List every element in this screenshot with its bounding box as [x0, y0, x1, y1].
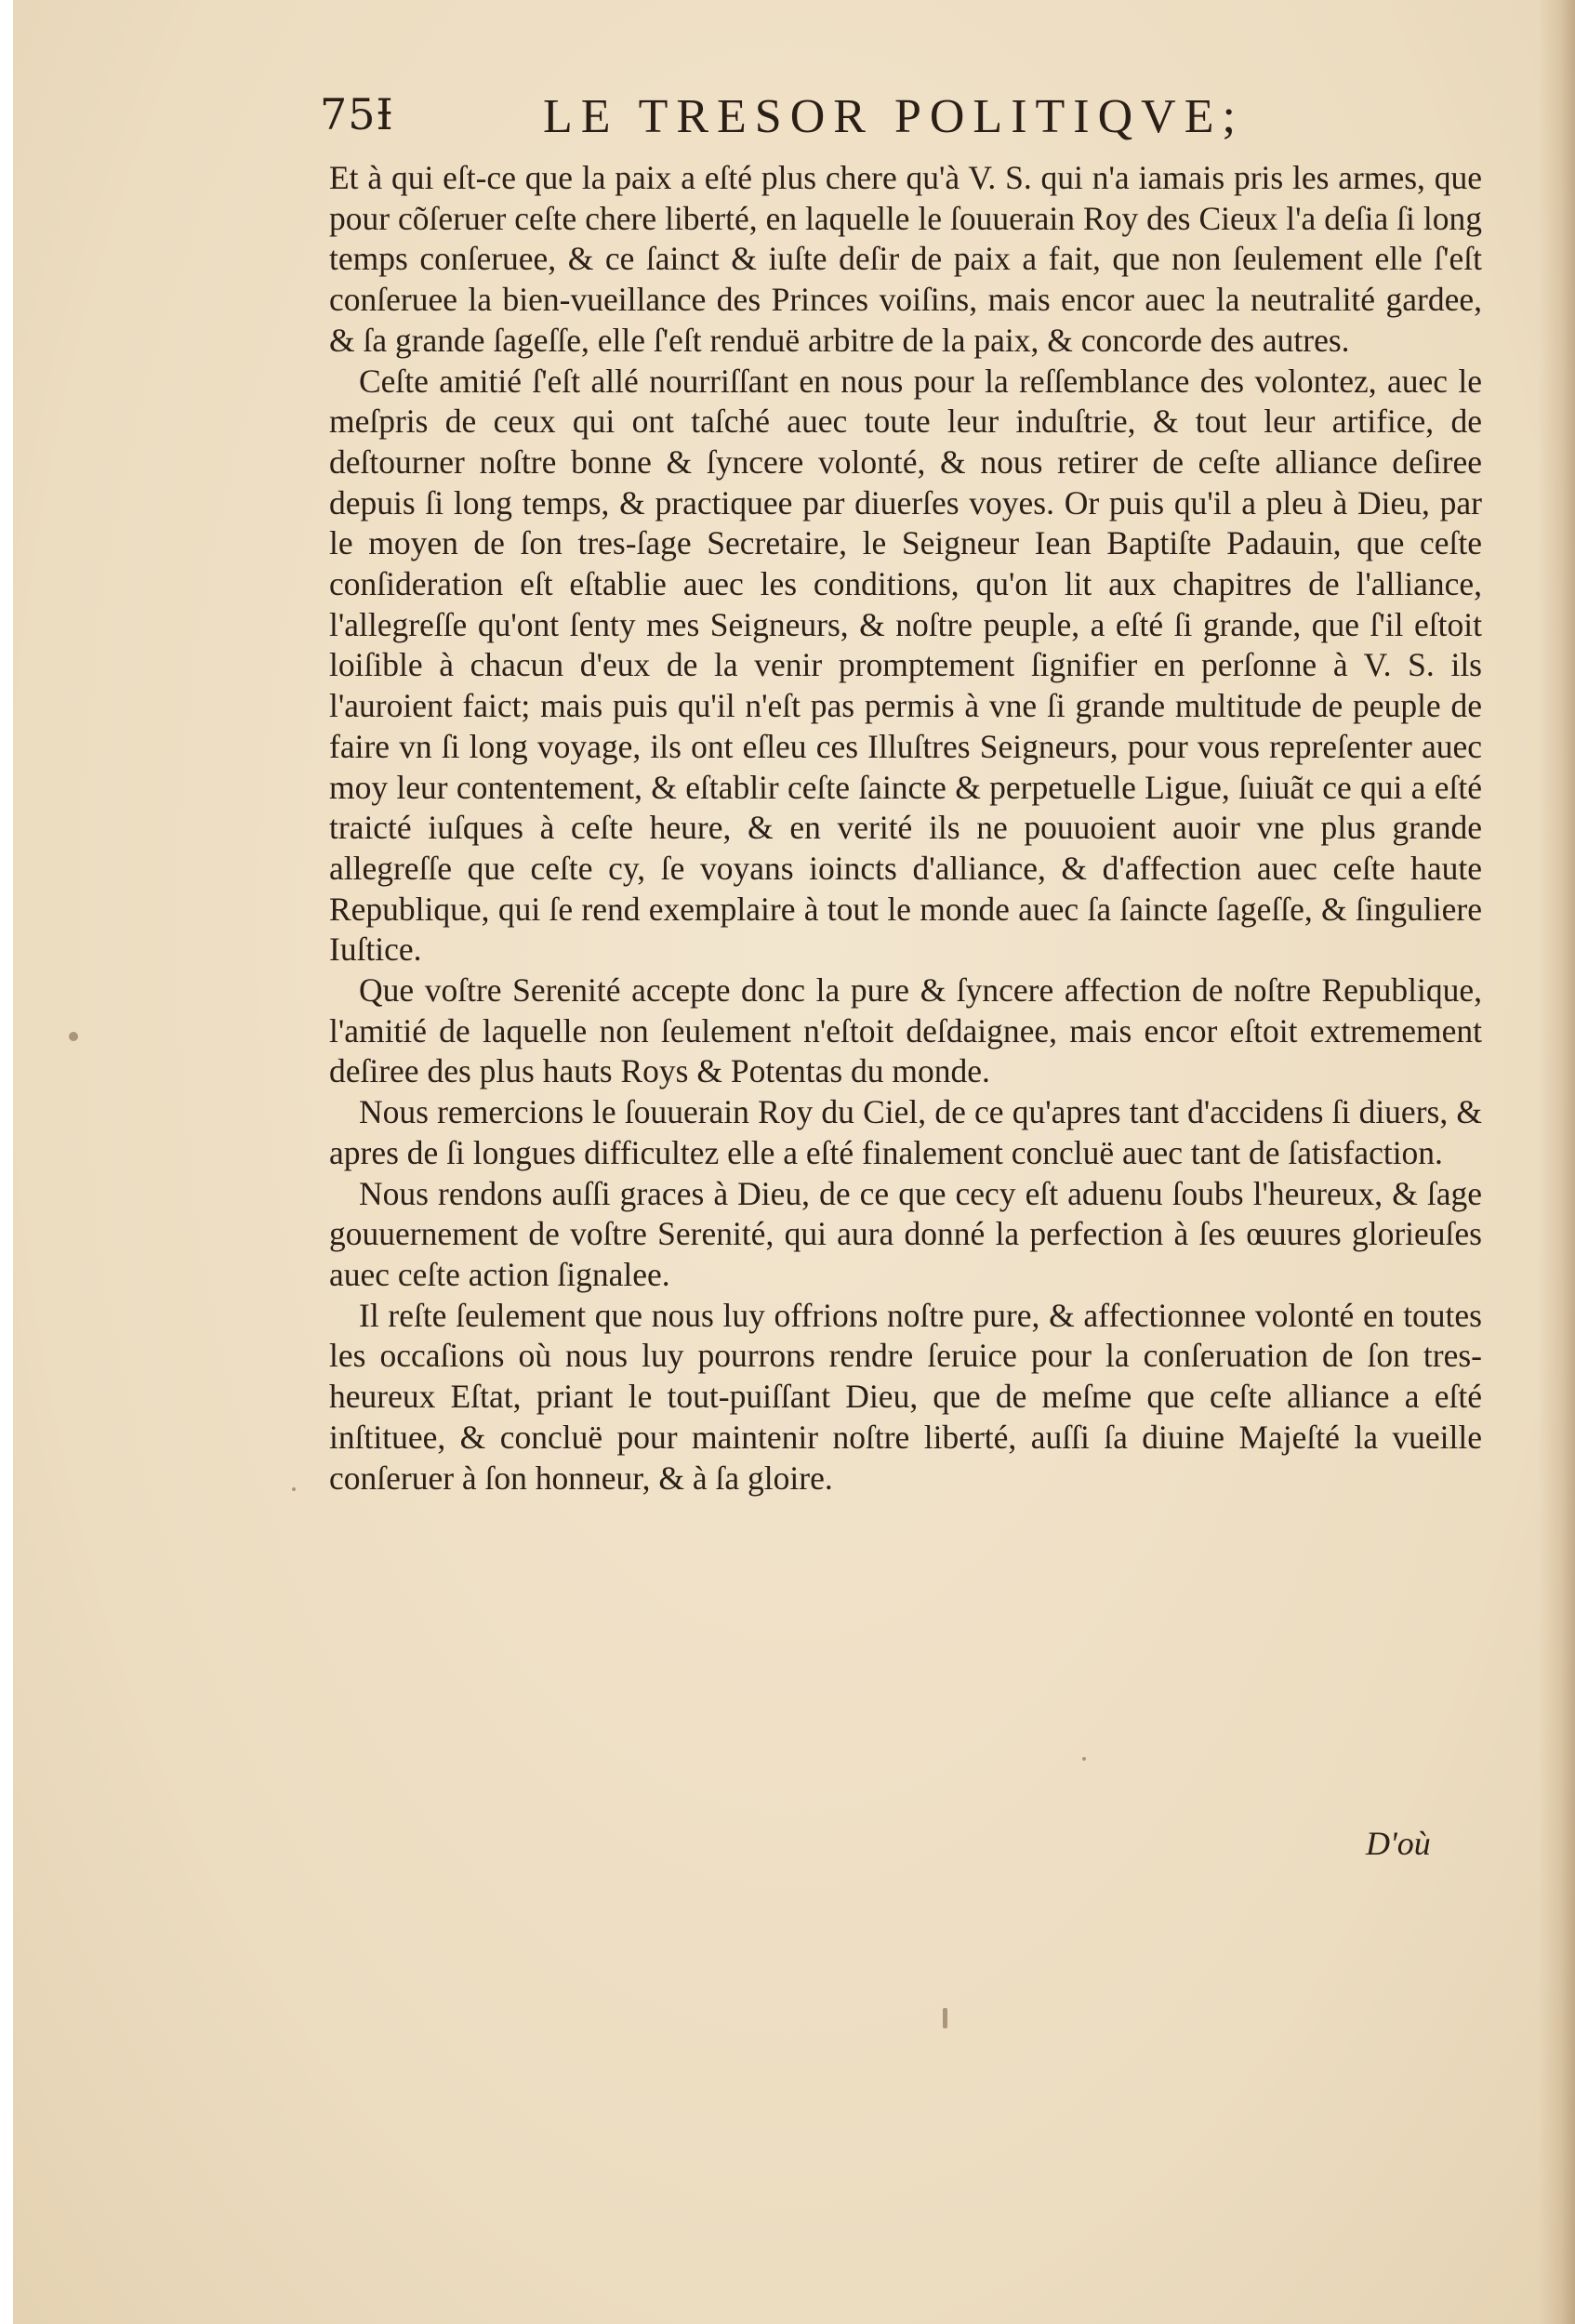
page-number: 75Ɨ [320, 89, 394, 139]
book-page [13, 0, 1575, 2324]
page-gutter-shadow [1538, 0, 1575, 2324]
paper-speck [69, 1032, 78, 1041]
body-text [329, 158, 1482, 1499]
catchword: D'où [1366, 1825, 1431, 1862]
page-header [320, 89, 1529, 154]
paragraph: Nous remercions le ſouuerain Roy du Ciel, de ce qu'apres tant d'accidens ſi diuers, & apres de ſi longues difficultez elle a eſté finalement concluë auec tant de ſatisfaction. [329, 1093, 1482, 1171]
paragraph: Que voſtre Serenité accepte donc la pure & ſyncere affection de noſtre Republique, l'amitié de laquelle non ſeulement n'eſtoit deſdaignee, mais encor eſtoit extremement deſiree des plus hauts Roys & Potentas du monde. [329, 971, 1482, 1090]
paragraph: Il reſte ſeulement que nous luy offrions noſtre pure, & affectionnee volonté en toutes les occaſions où nous luy pourrons rendre ſeruice pour la conſeruation de ſon tres-heureux Eſtat, priant le tout-puiſſant Dieu, que de meſme que ceſte alliance a eſté inſtituee, & concluë pour maintenir noſtre liberté, auſſi ſa diuine Majeſté la vueille conſeruer à ſon honneur, & à ſa gloire. [329, 1296, 1482, 1497]
paper-speck [292, 1487, 296, 1491]
paragraph: Nous rendons auſſi graces à Dieu, de ce que cecy eſt aduenu ſoubs l'heureux, & ſage gouuernement de voſtre Serenité, qui aura donné la perfection à ſes œuures glorieuſes auec ceſte action ſignalee. [329, 1174, 1482, 1293]
paper-speck [1082, 1757, 1086, 1761]
running-title: LE TRESOR POLITIQVE; [543, 90, 1244, 143]
paragraph: Ceſte amitié ſ'eſt allé nourriſſant en nous pour la reſſemblance des volontez, auec le meſpris de ceux qui ont taſché auec toute leur induſtrie, & tout leur artifice, de deſtourner noſtre bonne & ſyncere volonté, & nous retirer de ceſte alliance deſiree depuis ſi long temps, & practiquee par diuerſes voyes. Or puis qu'il a pleu à Dieu, par le moyen de ſon tres-ſage Secretaire, le Seigneur Iean Baptiſte Padauin, que ceſte conſideration eſt eſtablie auec les conditions, qu'on lit aux chapitres de l'alliance, l'allegreſſe qu'ont ſenty mes Seigneurs, & noſtre peuple, a eſté ſi grande, que ſ'il eſtoit loiſible à chacun d'eux de la venir promptement ſignifier en perſonne à V. S. ils l'auroient faict; mais puis qu'il n'eſt pas permis à vne ſi grande multitude de peuple de faire vn ſi long voyage, ils ont eſleu ces Illuſtres Seigneurs, pour vous repreſenter auec moy leur contentement, & eſtablir ceſte ſaincte & perpetuelle Ligue, ſuiuãt ce qui a eſté traicté iuſques à ceſte heure, & en verité ils ne pouuoient auoir vne plus grande allegreſſe que ceſte cy, ſe voyans ioincts d'alliance, & d'affection auec ceſte haute Republique, qui ſe rend exemplaire à tout le monde auec ſa ſaincte ſageſſe, & ſinguliere Iuſtice. [329, 362, 1482, 969]
paragraph: Et à qui eſt-ce que la paix a eſté plus chere qu'à V. S. qui n'a iamais pris les armes, que pour cõſeruer ceſte chere liberté, en laquelle le ſouuerain Roy des Cieux l'a deſia ſi long temps conſeruee, & ce ſainct & iuſte deſir de paix a fait, que non ſeulement elle ſ'eſt conſeruee la bien-vueillance des Princes voiſins, mais encor auec la neutralité gardee, & ſa grande ſageſſe, elle ſ'eſt renduë arbitre de la paix, & concorde des autres. [329, 159, 1482, 359]
paper-speck [943, 2008, 947, 2028]
